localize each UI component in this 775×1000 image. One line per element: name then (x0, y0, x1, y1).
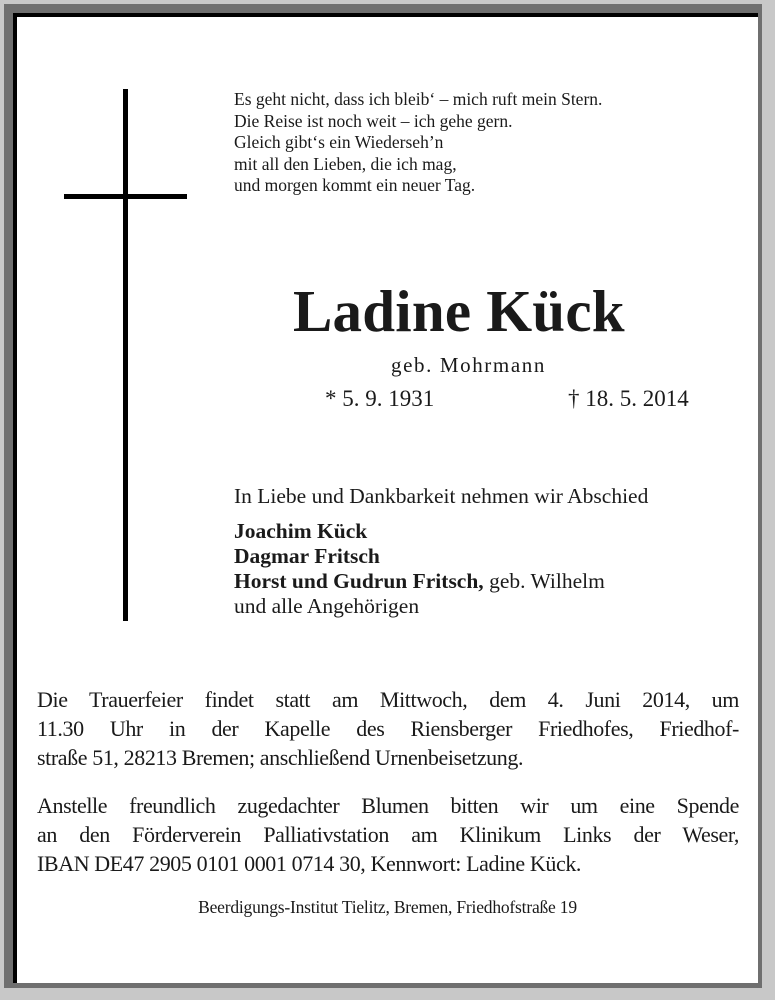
farewell-text: In Liebe und Dankbarkeit nehmen wir Abschied (234, 484, 649, 508)
mourner-note: geb. Wilhelm (483, 569, 605, 593)
deceased-name: Ladine Kück (293, 278, 625, 344)
ceremony-paragraph (37, 685, 739, 772)
mourner-name: Dagmar Fritsch (234, 544, 380, 568)
maiden-name: geb. Mohrmann (391, 353, 546, 377)
mourner-name: Joachim Kück (234, 519, 368, 543)
poem-line: Gleich gibt‘s ein Wiederseh’n (234, 132, 444, 152)
poem-line: Die Reise ist noch weit – ich gehe gern. (234, 110, 513, 131)
mourners-list (234, 519, 605, 619)
mourner-name: Horst und Gudrun Fritsch, (234, 569, 484, 593)
mourner (234, 544, 605, 569)
donation-line: Anstelle freundlich zugedachter Blumen bitten wir um eine Spende (37, 793, 739, 818)
funeral-home-footer: Beerdigungs-Institut Tielitz, Bremen, Friedhofstraße 19 (198, 897, 577, 917)
donation-line: an den Förderverein Palliativstation am Klinikum Links der Weser, (37, 822, 739, 847)
mourner (234, 594, 605, 619)
birth-date: * 5. 9. 1931 (325, 386, 435, 411)
mourner (234, 569, 605, 594)
ceremony-line: straße 51, 28213 Bremen; anschließend Urnenbeisetzung. (37, 745, 524, 770)
donation-paragraph (37, 791, 739, 878)
death-date: † 18. 5. 2014 (568, 386, 689, 411)
donation-line: IBAN DE47 2905 0101 0001 0714 30, Kennwort: Ladine Kück. (37, 851, 582, 876)
poem (234, 89, 602, 197)
poem-line: Es geht nicht, dass ich bleib‘ – mich ruft mein Stern. (234, 89, 603, 109)
ceremony-line: Die Trauerfeier findet statt am Mittwoch, dem 4. Juni 2014, um (37, 687, 739, 712)
poem-line: mit all den Lieben, die ich mag, (234, 153, 457, 174)
poem-line: und morgen kommt ein neuer Tag. (234, 175, 476, 195)
cross-icon-vertical-bar (123, 89, 128, 621)
mourner (234, 519, 605, 544)
mourner-note: und alle Angehörigen (234, 594, 420, 618)
cross-icon-horizontal-bar (64, 194, 187, 199)
ceremony-line: 11.30 Uhr in der Kapelle des Riensberger Friedhofes, Friedhof- (37, 716, 739, 741)
